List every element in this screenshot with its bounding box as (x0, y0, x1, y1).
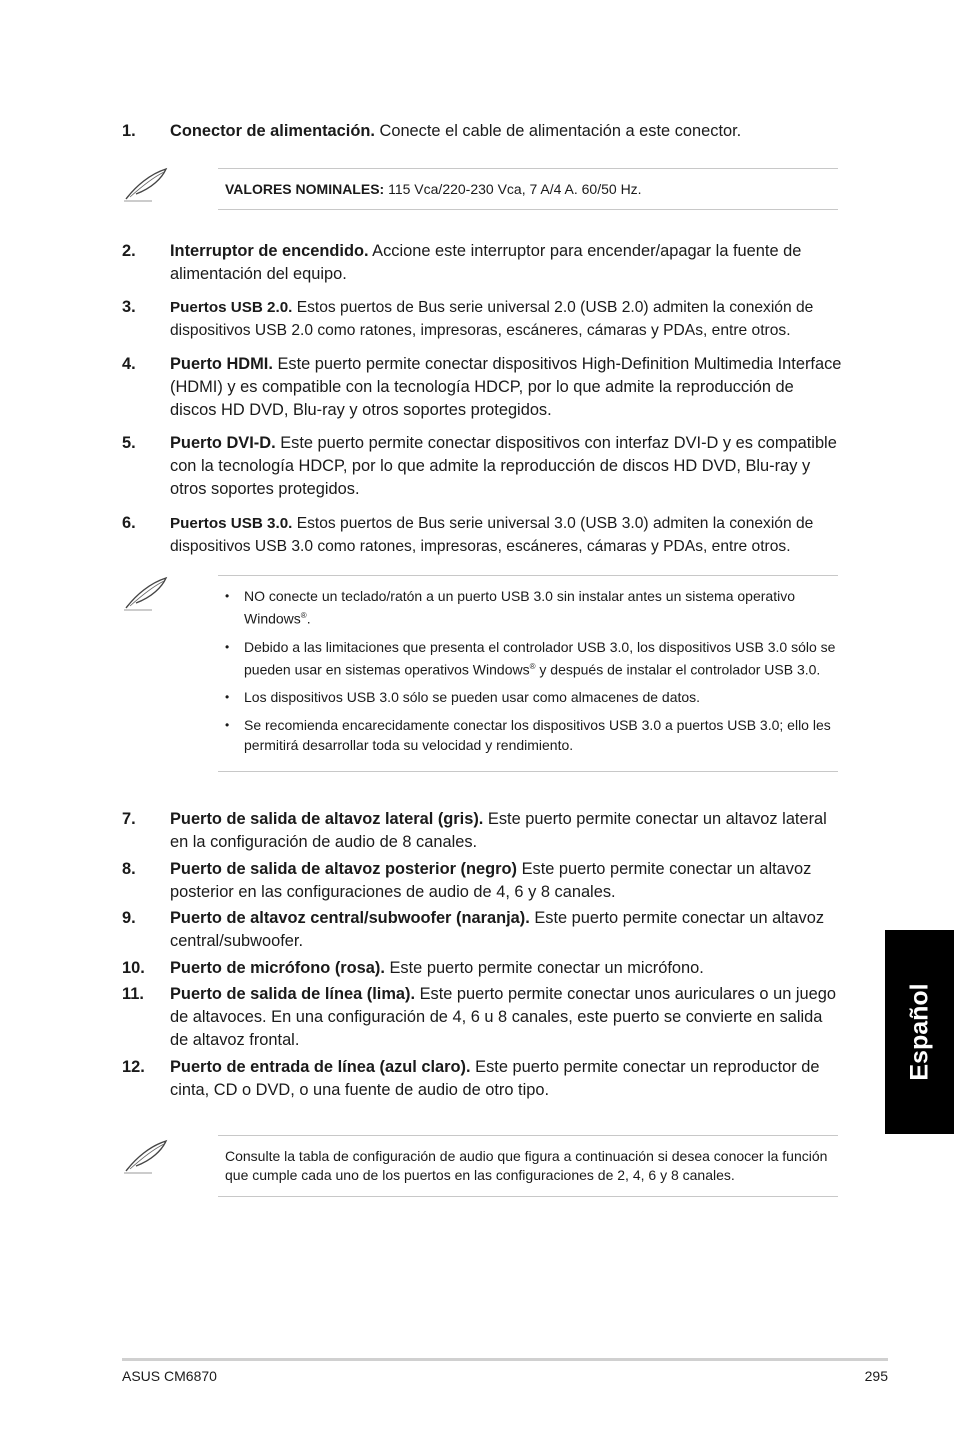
language-tab-label: Español (905, 983, 933, 1081)
language-tab (885, 930, 954, 1134)
item-number: 7. (122, 810, 136, 828)
list-item (122, 1056, 842, 1102)
item-text: Este puerto permite conectar dispositivos con interfaz DVI-D y es compatible con la tecnología HDCP, por lo que admite la reproducción de discos HD DVD, Blu-ray y otros soportes protegidos. (170, 434, 837, 498)
page-number: 295 (864, 1368, 888, 1384)
footer-model: ASUS CM6870 (122, 1368, 217, 1384)
item-text: Este puerto permite conectar unos auriculares o un juego de altavoces. En una configuración de 4, 6 u 8 canales, este puerto se convierte en salida de altavoz frontal. (170, 985, 836, 1049)
item-title: Interruptor de encendido. (170, 242, 369, 260)
item-text: Conecte el cable de alimentación a este conector. (374, 122, 742, 140)
list-item (122, 957, 842, 980)
note-box (218, 575, 838, 772)
list-item (122, 240, 842, 286)
item-title: Puerto de altavoz central/subwoofer (naranja). (170, 909, 530, 927)
item-number: 6. (122, 514, 136, 532)
item-title: Puertos USB 3.0. (170, 515, 293, 532)
note-feather-icon (122, 575, 170, 611)
note-bullet: • Los dispositivos USB 3.0 sólo se pueden usar como almacenes de datos. (218, 687, 838, 707)
item-title: Puerto de salida de altavoz posterior (negro) (170, 860, 518, 878)
item-number: 8. (122, 860, 136, 878)
item-text: Estos puertos de Bus serie universal 3.0 (USB 3.0) admiten la conexión de dispositivos USB 3.0 como ratones, impresoras, escáneres, cámaras y PDAs, entre otros. (170, 515, 814, 555)
item-title: Puertos USB 2.0. (170, 299, 293, 316)
item-title: Puerto de salida de línea (lima). (170, 985, 416, 1003)
item-number: 1. (122, 122, 136, 140)
item-number: 3. (122, 298, 136, 316)
item-number: 9. (122, 909, 136, 927)
note-bullet: • NO conecte un teclado/ratón a un puerto USB 3.0 sin instalar antes un sistema operativo Windows®. (218, 586, 838, 629)
item-number: 11. (122, 985, 144, 1003)
list-item (122, 353, 842, 422)
footer-divider (122, 1358, 888, 1361)
item-text: Este puerto permite conectar un altavoz central/subwoofer. (170, 909, 825, 950)
note-text: 115 Vca/220-230 Vca, 7 A/4 A. 60/50 Hz. (384, 181, 642, 197)
item-number: 12. (122, 1058, 145, 1076)
item-title: Puerto de salida de altavoz lateral (gris). (170, 810, 484, 828)
item-title: Puerto de micrófono (rosa). (170, 959, 385, 977)
item-number: 10. (122, 959, 145, 977)
item-text: Accione este interruptor para encender/apagar la fuente de alimentación del equipo. (170, 242, 802, 283)
item-text: Este puerto permite conectar un altavoz lateral en la configuración de audio de 8 canales. (170, 810, 827, 851)
note-label: VALORES NOMINALES: (225, 181, 385, 197)
item-title: Puerto HDMI. (170, 355, 273, 373)
list-item (122, 907, 842, 953)
list-item (122, 983, 842, 1052)
list-item (122, 296, 842, 342)
item-number: 5. (122, 434, 136, 452)
list-item (122, 432, 842, 501)
note-box (218, 1135, 838, 1197)
note-bullet: • Se recomienda encarecidamente conectar los dispositivos USB 3.0 a puertos USB 3.0; ello les permitirá desarrollar toda su velocidad y rendimiento. (218, 715, 838, 755)
item-text: Estos puertos de Bus serie universal 2.0 (USB 2.0) admiten la conexión de dispositivos USB 2.0 como ratones, impresoras, escáneres, cámaras y PDAs, entre otros. (170, 299, 814, 339)
list-item (122, 858, 842, 904)
item-title: Puerto de entrada de línea (azul claro). (170, 1058, 471, 1076)
item-text: Este puerto permite conectar un altavoz posterior en las configuraciones de audio de 4, 6 y 8 canales. (170, 860, 812, 901)
item-text: Este puerto permite conectar dispositivos High-Definition Multimedia Interface (HDMI) y es compatible con la tecnología HDCP, por lo que admite la reproducción de discos HD DVD, Blu-ray y otros soportes protegidos. (170, 355, 842, 419)
item-text: Este puerto permite conectar un reproductor de cinta, CD o DVD, o una fuente de audio de otro tipo. (170, 1058, 820, 1099)
list-item (122, 120, 842, 143)
item-title: Conector de alimentación. (170, 122, 375, 140)
item-text: Este puerto permite conectar un micrófono. (384, 959, 704, 977)
item-number: 2. (122, 242, 136, 260)
note-feather-icon (122, 1138, 170, 1174)
note-text: Consulte la tabla de configuración de audio que figura a continuación si desea conocer la función que cumple cada uno de los puertos en las configuraciones de 2, 4, 6 y 8 canales. (225, 1148, 828, 1183)
list-item (122, 808, 842, 854)
list-item (122, 512, 842, 558)
note-box (218, 168, 838, 210)
note-bullet: • Debido a las limitaciones que presenta el controlador USB 3.0, los dispositivos USB 3.0 sólo se pueden usar en sistemas operativos Windows® y después de instalar el controlador USB 3.0. (218, 637, 838, 680)
item-number: 4. (122, 355, 136, 373)
item-title: Puerto DVI-D. (170, 434, 276, 452)
note-feather-icon (122, 166, 170, 202)
